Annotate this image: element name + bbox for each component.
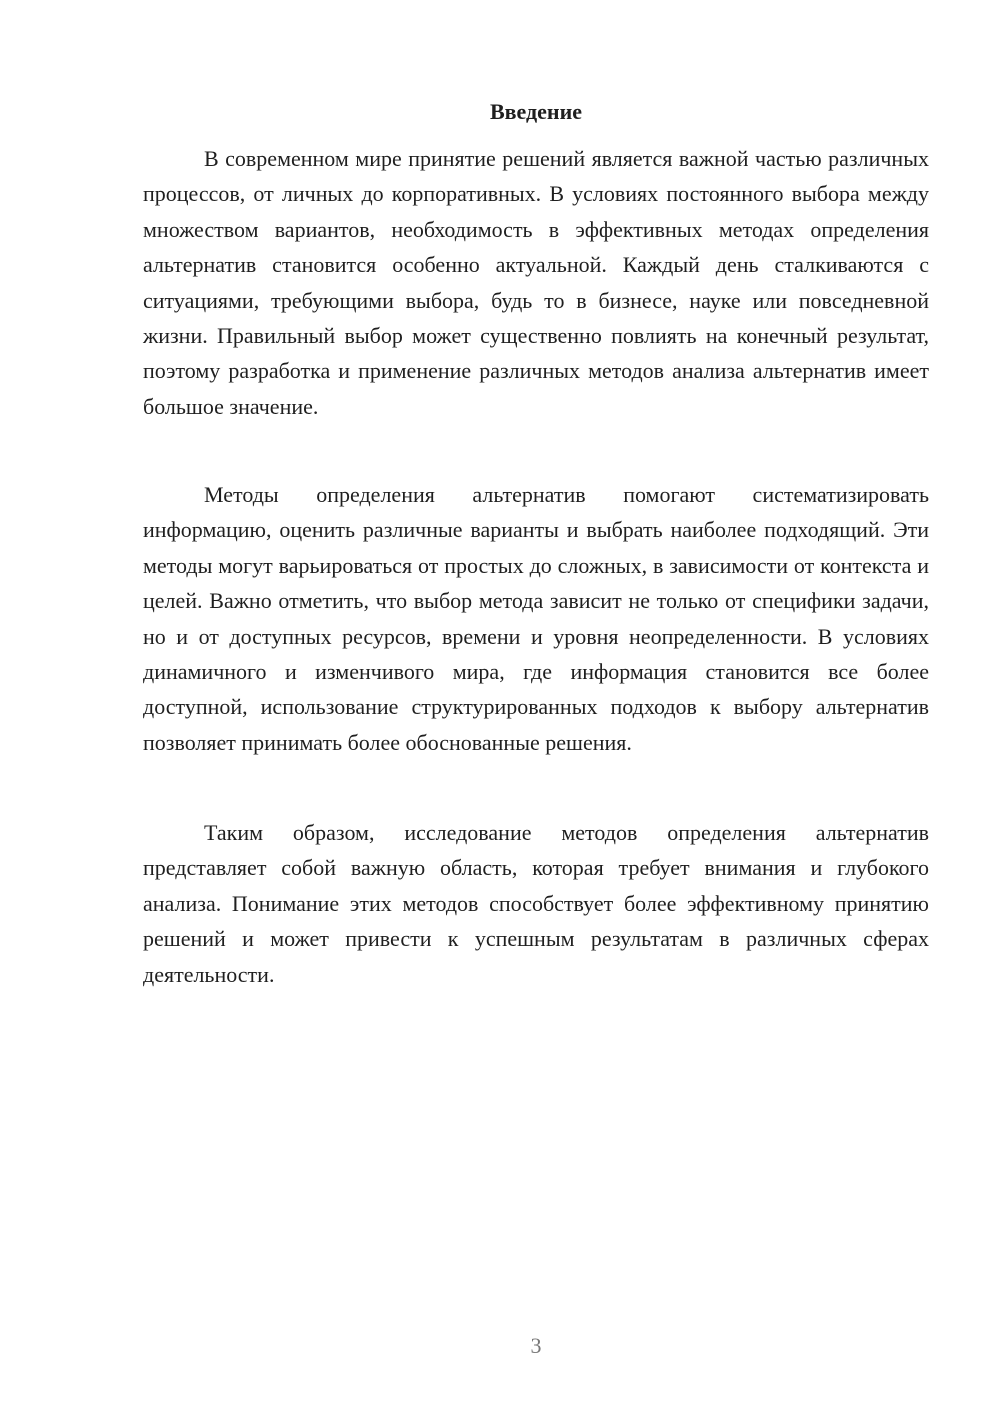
paragraph-3: Таким образом, исследование методов определения альтернатив представляет собой важную область, которая требует внимания и глубокого анализа. Понимание этих методов способствует более эффективному принятию решений и может привести к успешным результатам в различных сферах деятельности. xyxy=(143,820,929,987)
paragraph-1: В современном мире принятие решений является важной частью различных процессов, от личных до корпоративных. В условиях постоянного выбора между множеством вариантов, необходимость в эффективных методах определения альтернатив становится особенно актуальной. Каждый день сталкиваются с ситуациями, требующими выбора, будь то в бизнесе, науке или повседневной жизни. Правильный выбор может существенно повлиять на конечный результат, поэтому разработка и применение различных методов анализа альтернатив имеет большое значение. xyxy=(143,146,929,419)
section-heading: Введение xyxy=(489,99,583,124)
paragraph-2: Методы определения альтернатив помогают систематизировать информацию, оценить различные варианты и выбрать наиболее подходящий. Эти методы могут варьироваться от простых до сложных, в зависимости от контекста и целей. Важно отметить, что выбор метода зависит не только от специфики задачи, но и от доступных ресурсов, времени и уровня неопределенности. В условиях динамичного и изменчивого мира, где информация становится все более доступной, использование структурированных подходов к выбору альтернатив позволяет принимать более обоснованные решения. xyxy=(143,482,929,755)
page-number: 3 xyxy=(530,1333,542,1358)
